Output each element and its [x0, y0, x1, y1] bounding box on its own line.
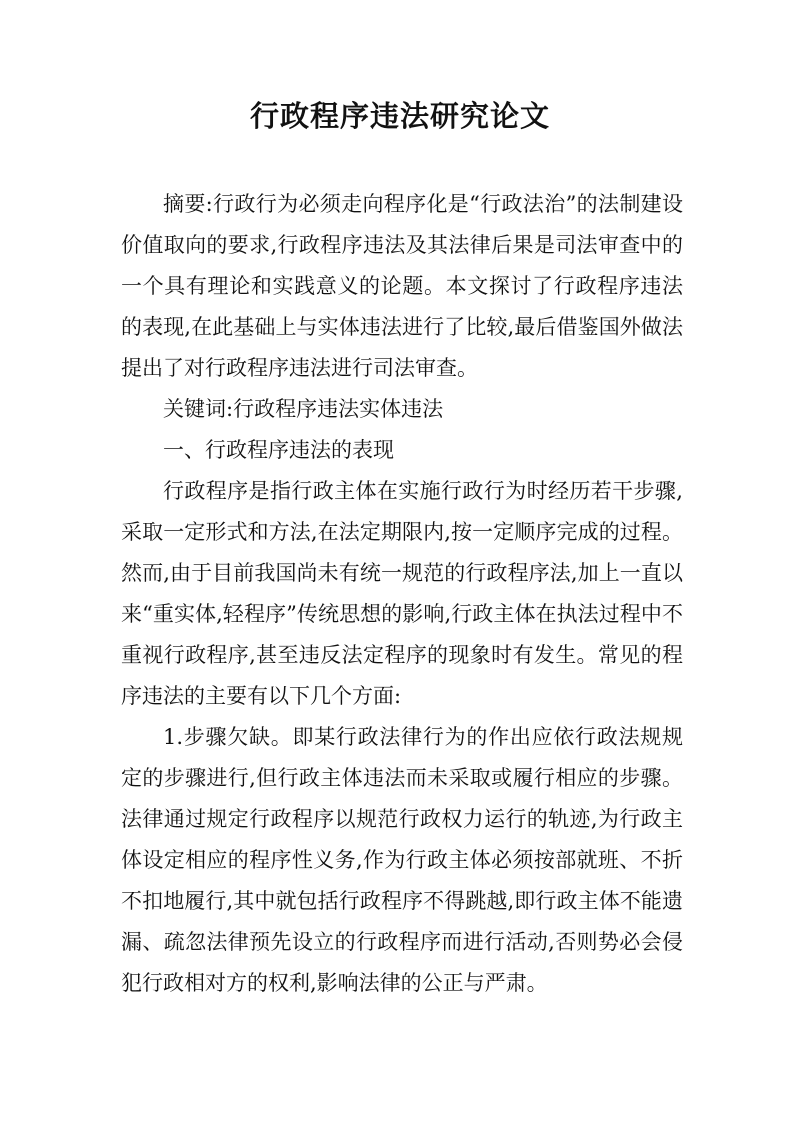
body-paragraph: 行政程序是指行政主体在实施行政行为时经历若干步骤,采取一定形式和方法,在法定期限内,按一定顺序完成的过程。然而,由于目前我国尚未有统一规范的行政程序法,加上一直以来“重实体,轻程序”传统思想的影响,行政主体在执法过程中不重视行政程序,甚至违反法定程序的现象时有发生。常见的程序违法的主要有以下几个方面:	[121, 479, 683, 708]
keywords-paragraph: 关键词:行政程序违法实体违法	[163, 397, 444, 421]
abstract-paragraph: 摘要:行政行为必须走向程序化是“行政法治”的法制建设价值取向的要求,行政程序违法及其法律后果是司法审查中的一个具有理论和实践意义的论题。本文探讨了行政程序违法的表现,在此基础上与实体违法进行了比较,最后借鉴国外做法提出了对行政程序违法进行司法审查。	[121, 192, 683, 380]
body-paragraph: 1.步骤欠缺。即某行政法律行为的作出应依行政法规规定的步骤进行,但行政主体违法而未采取或履行相应的步骤。法律通过规定行政程序以规范行政权力运行的轨迹,为行政主体设定相应的程序性义务,作为行政主体必须按部就班、不折不扣地履行,其中就包括行政程序不得跳越,即行政主体不能遗漏、疏忽法律预先设立的行政程序而进行活动,否则势必会侵犯行政相对方的权利,影响法律的公正与严肃。	[121, 725, 683, 995]
document-title: 行政程序违法研究论文	[249, 99, 550, 133]
document-body	[121, 184, 683, 1004]
section-heading: 一、行政程序违法的表现	[163, 438, 394, 462]
